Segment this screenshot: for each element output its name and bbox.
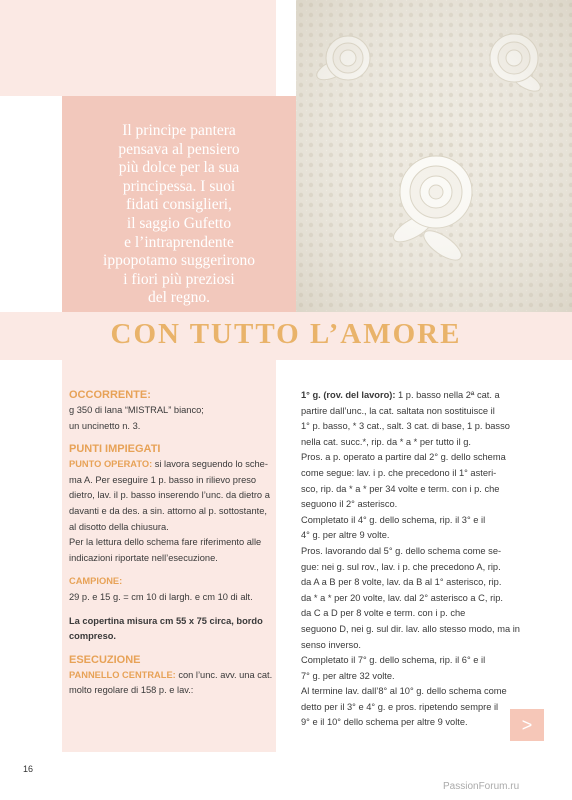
punto-operato-label: PUNTO OPERATO:	[69, 459, 153, 470]
quote-line: pensava al pensiero	[118, 140, 240, 158]
punto-operato-line: al disotto della chiusura.	[69, 521, 169, 532]
quote-line: e l’intraprendente	[124, 233, 234, 251]
punto-operato-line	[69, 457, 273, 473]
misura-line: La copertina misura cm 55 x 75 circa, bordo	[69, 615, 263, 626]
occorrente-heading: OCCORRENTE:	[69, 389, 151, 401]
instruction-line: 9° e il 10° dello schema per altre 9 volte.	[301, 717, 468, 728]
quote-line: ippopotamo suggerirono	[103, 252, 255, 270]
instruction-line: Completato il 4° g. dello schema, rip. il 3° e il	[301, 514, 486, 525]
page-number: 16	[23, 764, 34, 774]
campione-line: 29 p. e 15 g. = cm 10 di largh. e cm 10 di alt.	[69, 591, 253, 602]
punto-operato-line: indicazioni riportate nell’esecuzione.	[69, 552, 218, 563]
campione-heading: CAMPIONE:	[69, 576, 123, 587]
left-column	[69, 388, 273, 699]
pannello-text: con l’unc. avv. una cat.	[175, 669, 273, 680]
instruction-line: da A a B per 8 volte, lav. da B al 1° asterisco, rip.	[301, 577, 502, 588]
pannello-label: PANNELLO CENTRALE:	[69, 669, 176, 680]
quote-line: i fiori più preziosi	[123, 270, 235, 288]
instruction-line: Pros. a p. operato a partire dal 2° g. dello schema	[301, 452, 506, 463]
pannello-line: molto regolare di 158 p. e lav.:	[69, 685, 194, 696]
instruction-line: detto per il 3° e 4° g. e pros. ripetendo sempre il	[301, 701, 499, 712]
watermark: PassionForum.ru	[443, 781, 520, 792]
story-quote	[62, 122, 296, 308]
top-left-pink-block	[0, 0, 276, 96]
quote-line: del regno.	[148, 289, 210, 307]
occorrente-line: g 350 di lana “MISTRAL” bianco;	[69, 405, 204, 415]
instruction-line: Al termine lav. dall’8° al 10° g. dello schema come	[301, 686, 507, 697]
instruction-line: da C a D per 8 volte e term. con i p. che	[301, 608, 466, 619]
instruction-line: gue: nei g. sul rov., lav. i p. che precedono A, rip.	[301, 561, 501, 572]
instruction-line: partire dall’unc., la cat. saltata non sostituisce il	[301, 405, 495, 416]
punto-operato-line: dietro, lav. il p. basso inserendo l’unc. da dietro a	[69, 490, 270, 501]
instruction-line: nella cat. succ.*, rip. da * a * per tutto il g.	[301, 436, 472, 447]
right-column	[301, 388, 520, 731]
punti-heading: PUNTI IMPIEGATI	[69, 443, 161, 456]
punto-operato-text: si lavora seguendo lo sche-	[152, 459, 268, 470]
quote-line: più dolce per la sua	[118, 159, 240, 177]
punto-operato-line: ma A. Per eseguire 1 p. basso in rilievo preso	[69, 474, 257, 485]
instruction-line: 1° p. basso, * 3 cat., salt. 3 cat. di base, 1 p. basso	[301, 421, 510, 432]
instruction-line	[301, 388, 507, 404]
instruction-line: seguono il 2° asterisco.	[301, 499, 398, 510]
pannello-line	[69, 668, 273, 684]
instruction-line: sco, rip. da * a * per 34 volte e term. con i p. che	[301, 483, 500, 494]
quote-line: principessa. I suoi	[122, 177, 236, 195]
punto-operato-line: davanti e da des. a sin. attorno al p. sottostante,	[69, 505, 267, 516]
quote-line: fidati consiglieri,	[126, 196, 232, 214]
quote-line: il saggio Gufetto	[126, 214, 232, 232]
instruction-line: da * a * per 20 volte, lav. dal 2° asterisco a C, rip.	[301, 592, 503, 603]
occorrente-line: un uncinetto n. 3.	[69, 420, 141, 431]
misura-line: compreso.	[69, 631, 117, 642]
instruction-line: Pros. lavorando dal 5° g. dello schema come se-	[301, 545, 502, 556]
next-page-arrow-icon[interactable]: >	[510, 709, 544, 741]
page-title: CON TUTTO L’AMORE	[110, 318, 462, 350]
instruction-line: seguono D, nei g. sul dir. lav. allo stesso modo, ma in	[301, 623, 520, 634]
row-label: 1° g. (rov. del lavoro):	[301, 390, 396, 400]
instruction-line: come segue: lav. i p. che precedono il 1° asteri-	[301, 467, 497, 478]
instruction-line: Completato il 7° g. dello schema, rip. il 6° e il	[301, 655, 486, 666]
punto-operato-line: Per la lettura dello schema fare riferimento alle	[69, 537, 262, 548]
instruction-text: 1 p. basso nella 2ª cat. a	[395, 390, 500, 400]
quote-line: Il principe pantera	[122, 122, 236, 139]
instruction-line: senso inverso.	[301, 639, 361, 650]
instruction-line: 4° g. per altre 9 volte.	[301, 530, 390, 541]
crochet-blanket-photo	[296, 0, 572, 312]
esecuzione-heading: ESECUZIONE	[69, 653, 141, 666]
instruction-line: 7° g. per altre 32 volte.	[301, 670, 395, 681]
